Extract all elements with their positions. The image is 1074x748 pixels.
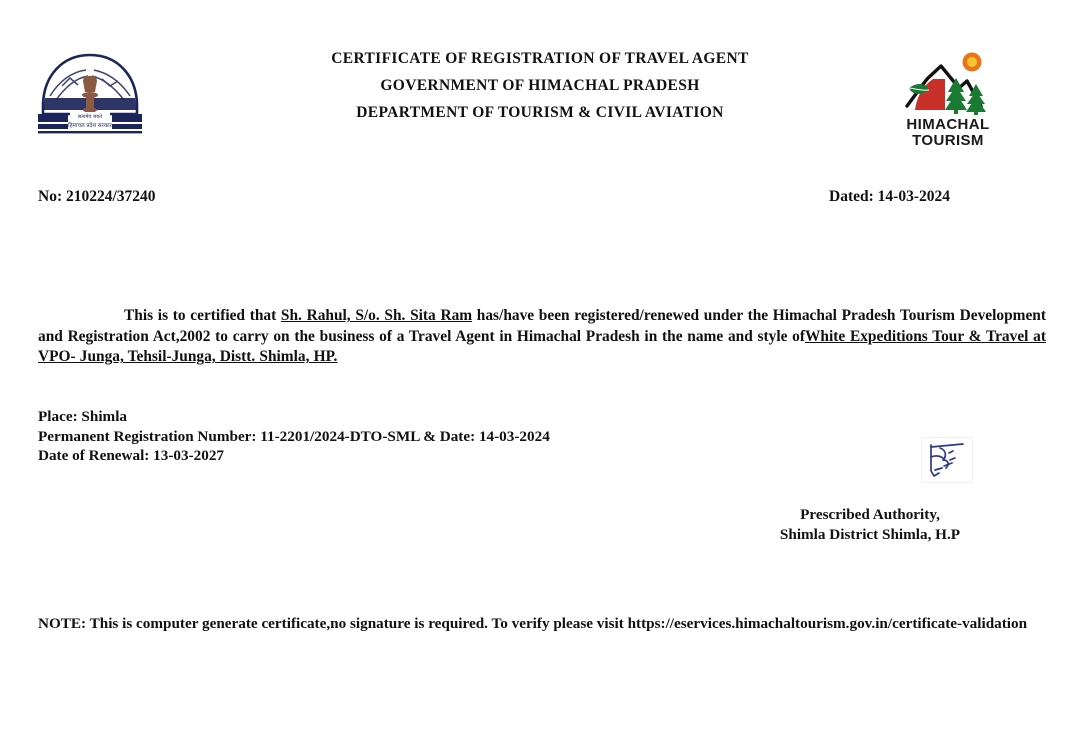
title-line-3: DEPARTMENT OF TOURISM & CIVIL AVIATION	[356, 104, 724, 121]
firm-name-and-address: White Expeditions Tour & Travel at VPO- Junga, Tehsil-Junga, Distt. Shimla, HP.	[38, 327, 1046, 366]
title-line-1: CERTIFICATE OF REGISTRATION OF TRAVEL AGENT	[331, 50, 749, 67]
prescribed-authority-block	[745, 505, 995, 545]
authority-line-1: Prescribed Authority,	[800, 506, 940, 523]
certificate-footer-note: NOTE: This is computer generate certificate,no signature is required. To verify please visit https://eservices.himachaltourism.gov.in/certificate-validation	[38, 615, 1028, 632]
title-line-2: GOVERNMENT OF HIMACHAL PRADESH	[380, 77, 700, 94]
certificate-date: Dated: 14-03-2024	[829, 188, 950, 205]
permanent-registration-line: Permanent Registration Number: 11-2201/2024-DTO-SML & Date: 14-03-2024	[38, 427, 550, 445]
body-segment-2: has/have been registered/renewed under the Himachal Pradesh Tourism Development and Registration Act,2002 to carry on the business of a Travel Agent in Himachal Pradesh in the name and style of	[38, 307, 1046, 345]
emblem-motto-text: सत्यमेव जयते	[77, 114, 103, 120]
certificate-title-block	[180, 45, 900, 126]
applicant-name: Sh. Rahul, S/o. Sh. Sita Ram	[280, 307, 473, 325]
date-of-renewal-line: Date of Renewal: 13-03-2027	[38, 447, 225, 464]
tourism-logo-line-1: HIMACHAL	[906, 116, 990, 133]
tourism-logo-line-2: TOURISM	[912, 132, 984, 149]
authority-line-2: Shimla District Shimla, H.P	[779, 526, 961, 543]
certificate-header	[0, 0, 1074, 160]
emblem-state-text: हिमाचल प्रदेश सरकार	[68, 123, 112, 129]
himachal-tourism-logo-text	[893, 117, 1003, 149]
certificate-details-block	[38, 407, 550, 466]
prescribed-authority-signature	[921, 437, 973, 483]
himachal-pradesh-government-emblem	[36, 52, 144, 136]
place-line: Place: Shimla	[38, 408, 128, 425]
body-segment-1: This is to certified that	[124, 307, 281, 325]
certificate-number: No: 210224/37240	[38, 188, 156, 205]
reference-row	[38, 188, 1038, 212]
certificate-body-paragraph	[38, 306, 1046, 368]
